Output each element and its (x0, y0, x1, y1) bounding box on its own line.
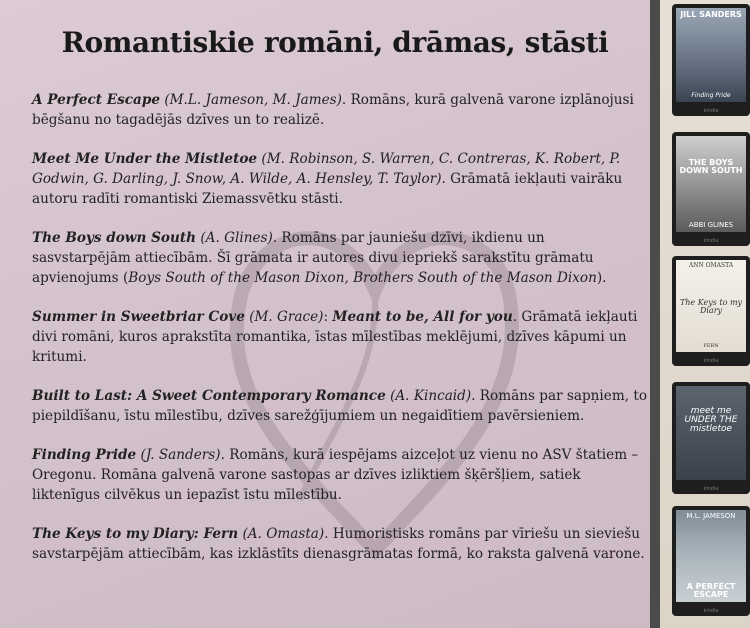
book-list (32, 90, 647, 583)
book-entry: Built to Last: A Sweet Contemporary Romance (A. Kincaid). Romāns par sapņiem, to piepildīšanu, īstu mīlestību, dzīves sarežģījumiem un negaidītiem pavērsieniem. (32, 388, 647, 424)
book-cover-keys-to-my-diary-icon: ANN OMASTA The Keys to my Diary FERN kindle (672, 256, 750, 366)
divider (650, 0, 660, 628)
book-cover-finding-pride-icon: JILL SANDERS Finding Pride kindle (672, 4, 750, 116)
book-entry: A Perfect Escape (M.L. Jameson, M. James). Romāns, kurā galvenā varone izplānojusi bēgšanu no tagadējās dzīves un to realizē. (32, 92, 634, 128)
book-cover-a-perfect-escape-icon: M.L. JAMESON A PERFECT ESCAPE kindle (672, 506, 750, 616)
book-entry: Meet Me Under the Mistletoe (M. Robinson, S. Warren, C. Contreras, K. Robert, P. Godwin, G. Darling, J. Snow, A. Wilde, A. Hensley, T. Taylor). Grāmatā iekļauti vairāku autoru radīti romantiski Ziemassvētku stāsti. (32, 151, 623, 207)
book-entry: The Keys to my Diary: Fern (A. Omasta). Humoristisks romāns par vīriešu un sieviešu savstarpējām attiecībām, kas izklāstīts dienasgrāmatas formā, ko raksta galvenā varone. (32, 526, 645, 562)
cover-strip (660, 0, 750, 628)
book-cover-meet-me-under-mistletoe-icon: meet me UNDER THE mistletoe kindle (672, 382, 750, 494)
book-entry: The Boys down South (A. Glines). Romāns par jauniešu dzīvi, ikdienu un sasvstarpējām attiecībām. Šī grāmata ir autores divu iepriekš sarakstītu grāmatu apvienojums (Boys South of the Mason Dixon, Brothers South of the Mason Dixon). (32, 230, 607, 286)
book-entry: Summer in Sweetbriar Cove (M. Grace): Meant to be, All for you. Grāmatā iekļauti divi romāni, kuros aprakstīta romantika, īstas mīlestības meklējumi, dzīves kāpumi un kritumi. (32, 309, 638, 365)
page-title: Romantiskie romāni, drāmas, stāsti (61, 26, 609, 59)
book-cover-boys-down-south-icon: THE BOYS DOWN SOUTH ABBI GLINES kindle (672, 132, 750, 246)
book-entry: Finding Pride (J. Sanders). Romāns, kurā iespējams aizceļot uz vienu no ASV štatiem – Oregonu. Romāna galvenā varone sastopas ar dzīves izliktiem šķēršļiem, satiek liktenīgus cilvēkus un iepazīst īstu mīlestību. (32, 447, 639, 503)
